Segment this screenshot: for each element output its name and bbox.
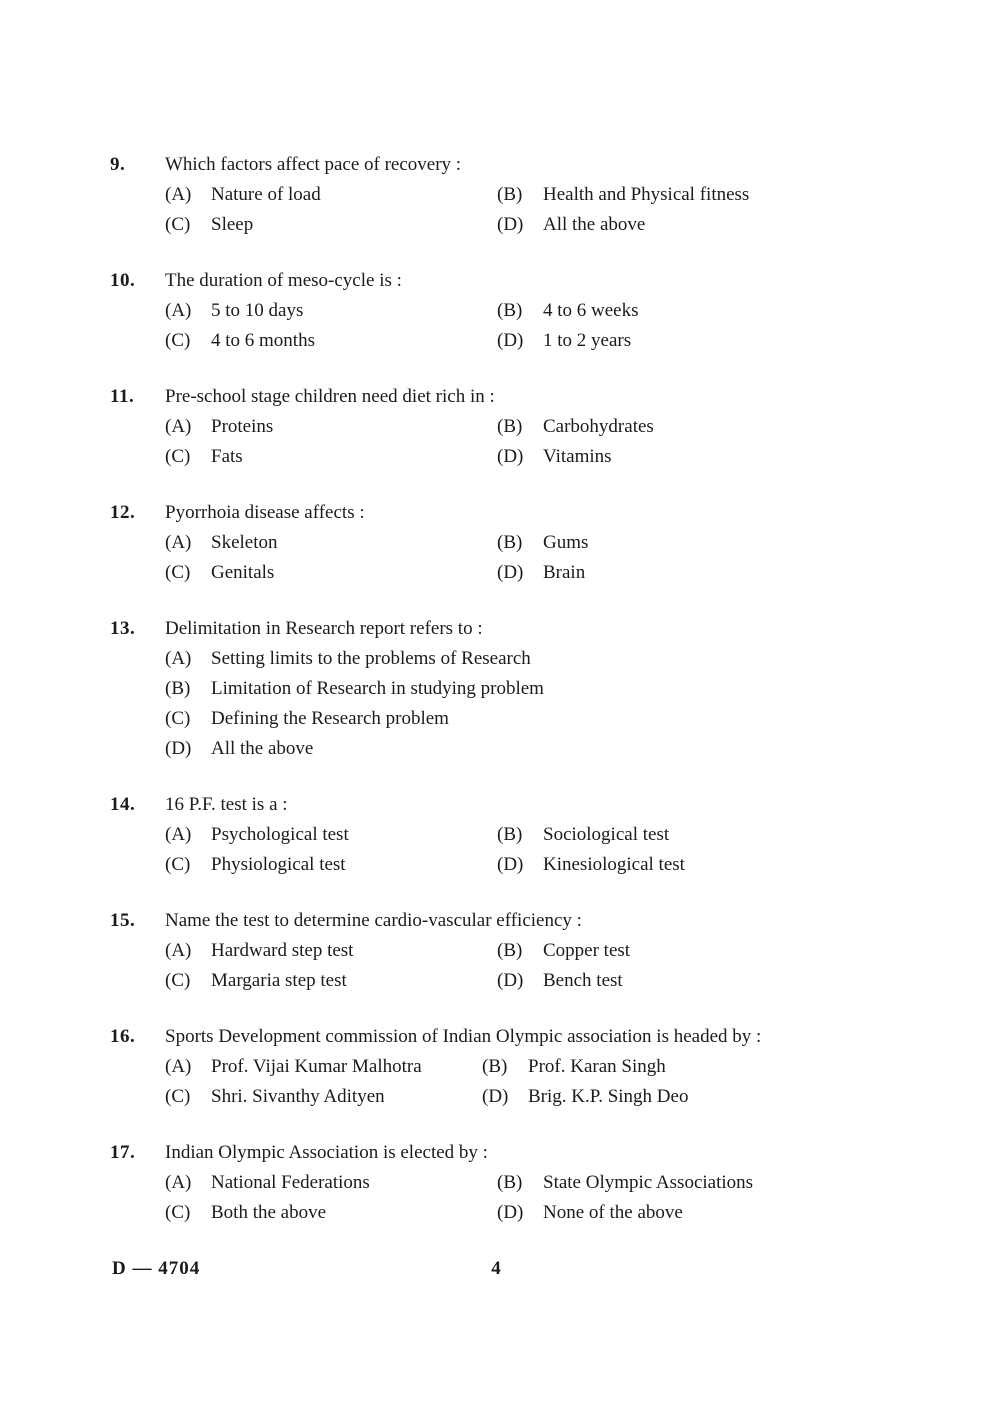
option-label: (D) (497, 330, 524, 351)
option-label: (C) (165, 214, 191, 235)
option-text: Brig. K.P. Singh Deo (528, 1086, 689, 1107)
option (165, 850, 497, 880)
option (165, 528, 497, 558)
option-text: State Olympic Associations (543, 1172, 754, 1193)
option-label: (B) (482, 1056, 508, 1077)
option (497, 1198, 952, 1228)
option-label: (C) (165, 562, 191, 583)
option-text: Vitamins (543, 446, 612, 467)
option-text: Kinesiological test (543, 854, 685, 875)
option-text: Gums (543, 532, 589, 553)
option (482, 1052, 952, 1082)
question-number: 13. (110, 618, 136, 639)
question-block (110, 382, 952, 472)
question-text: Which factors affect pace of recovery : (165, 154, 462, 175)
options (165, 1052, 952, 1112)
option (497, 296, 952, 326)
option-text: Copper test (543, 940, 631, 961)
option-label: (A) (165, 1172, 192, 1193)
option-text: All the above (543, 214, 646, 235)
question-block (110, 1138, 952, 1228)
question-number: 15. (110, 910, 136, 931)
option (165, 644, 952, 674)
question-text: Sports Development commission of Indian Olympic association is headed by : (165, 1026, 762, 1047)
option (165, 1168, 497, 1198)
question-block (110, 906, 952, 996)
option-text: 4 to 6 months (211, 330, 315, 351)
option-text: Physiological test (211, 854, 346, 875)
option-label: (C) (165, 446, 191, 467)
option (165, 412, 497, 442)
question-list (0, 150, 992, 1228)
option-text: Prof. Karan Singh (528, 1056, 666, 1077)
question-block (110, 1022, 952, 1112)
option (165, 820, 497, 850)
option-label: (B) (497, 184, 523, 205)
option-label: (A) (165, 416, 192, 437)
question-text: 16 P.F. test is a : (165, 794, 288, 815)
option (482, 1082, 952, 1112)
option-text: Fats (211, 446, 243, 467)
option-label: (B) (497, 300, 523, 321)
option-label: (C) (165, 970, 191, 991)
options (165, 296, 952, 356)
options (165, 180, 952, 240)
question-row (110, 790, 952, 820)
question-row (110, 614, 952, 644)
option-label: (B) (497, 824, 523, 845)
question-row (110, 266, 952, 296)
question-text: Delimitation in Research report refers to : (165, 618, 483, 639)
options (165, 412, 952, 472)
option-label: (A) (165, 1056, 192, 1077)
option-label: (B) (497, 416, 523, 437)
option-text: Prof. Vijai Kumar Malhotra (211, 1056, 422, 1077)
option (497, 528, 952, 558)
option (165, 1198, 497, 1228)
question-row (110, 1022, 952, 1052)
option (165, 558, 497, 588)
question-row (110, 150, 952, 180)
page-number: 4 (491, 1258, 501, 1279)
option (497, 412, 952, 442)
question-number: 9. (110, 154, 126, 175)
option-label: (B) (497, 1172, 523, 1193)
option (165, 936, 497, 966)
option-text: 4 to 6 weeks (543, 300, 639, 321)
option-label: (D) (165, 738, 192, 759)
option-label: (A) (165, 184, 192, 205)
option (165, 1052, 482, 1082)
option (165, 296, 497, 326)
option-text: Brain (543, 562, 586, 583)
option (497, 442, 952, 472)
option-text: National Federations (211, 1172, 370, 1193)
option-label: (A) (165, 940, 192, 961)
option-text: Margaria step test (211, 970, 347, 991)
option (165, 180, 497, 210)
option-label: (D) (497, 446, 524, 467)
question-number: 14. (110, 794, 136, 815)
option (497, 966, 952, 996)
question-row (110, 906, 952, 936)
option-text: Psychological test (211, 824, 349, 845)
option (165, 704, 952, 734)
option-label: (A) (165, 648, 192, 669)
paper-code: D — 4704 (112, 1258, 201, 1279)
option-label: (A) (165, 532, 192, 553)
option-label: (C) (165, 330, 191, 351)
option-text: Sleep (211, 214, 254, 235)
option (497, 210, 952, 240)
options (165, 644, 952, 764)
question-text: Pre-school stage children need diet rich in : (165, 386, 495, 407)
option-text: Setting limits to the problems of Research (211, 648, 531, 669)
options (165, 528, 952, 588)
option-label: (C) (165, 1086, 191, 1107)
option (165, 442, 497, 472)
option-text: Limitation of Research in studying problem (211, 678, 544, 699)
question-block (110, 266, 952, 356)
option-text: Defining the Research problem (211, 708, 449, 729)
option-label: (D) (497, 970, 524, 991)
question-text: Pyorrhoia disease affects : (165, 502, 365, 523)
option-text: Both the above (211, 1202, 327, 1223)
option-text: Hardward step test (211, 940, 354, 961)
option-text: Health and Physical fitness (543, 184, 750, 205)
option (497, 820, 952, 850)
question-row (110, 498, 952, 528)
option-text: Sociological test (543, 824, 670, 845)
option-text: Bench test (543, 970, 623, 991)
question-block (110, 150, 952, 240)
option-text: None of the above (543, 1202, 683, 1223)
option-label: (D) (482, 1086, 509, 1107)
option (497, 936, 952, 966)
option-label: (A) (165, 300, 192, 321)
question-number: 12. (110, 502, 136, 523)
question-block (110, 790, 952, 880)
option-label: (D) (497, 1202, 524, 1223)
option (497, 558, 952, 588)
option-text: Skeleton (211, 532, 278, 553)
option-label: (C) (165, 708, 191, 729)
option (165, 326, 497, 356)
option-label: (B) (497, 940, 523, 961)
option-label: (C) (165, 1202, 191, 1223)
options (165, 936, 952, 996)
option-label: (D) (497, 562, 524, 583)
option-text: 5 to 10 days (211, 300, 304, 321)
option-text: All the above (211, 738, 314, 759)
question-row (110, 1138, 952, 1168)
option (497, 1168, 952, 1198)
question-text: The duration of meso-cycle is : (165, 270, 402, 291)
question-text: Indian Olympic Association is elected by : (165, 1142, 488, 1163)
option-label: (D) (497, 214, 524, 235)
option-label: (D) (497, 854, 524, 875)
option-label: (A) (165, 824, 192, 845)
option (165, 1082, 482, 1112)
option (165, 966, 497, 996)
option-text: Proteins (211, 416, 274, 437)
question-number: 11. (110, 386, 135, 407)
option (497, 180, 952, 210)
option-label: (B) (497, 532, 523, 553)
options (165, 820, 952, 880)
option (165, 734, 952, 764)
option-text: Genitals (211, 562, 275, 583)
option-label: (C) (165, 854, 191, 875)
question-number: 16. (110, 1026, 136, 1047)
page-footer (0, 1254, 992, 1284)
option-text: 1 to 2 years (543, 330, 632, 351)
question-block (110, 498, 952, 588)
option-text: Carbohydrates (543, 416, 654, 437)
option (165, 210, 497, 240)
option-label: (B) (165, 678, 191, 699)
option (165, 674, 952, 704)
question-text: Name the test to determine cardio-vascular efficiency : (165, 910, 582, 931)
options (165, 1168, 952, 1228)
question-number: 10. (110, 270, 136, 291)
question-number: 17. (110, 1142, 136, 1163)
option-text: Nature of load (211, 184, 321, 205)
option-text: Shri. Sivanthy Adityen (211, 1086, 385, 1107)
question-block (110, 614, 952, 764)
option (497, 326, 952, 356)
option (497, 850, 952, 880)
question-row (110, 382, 952, 412)
